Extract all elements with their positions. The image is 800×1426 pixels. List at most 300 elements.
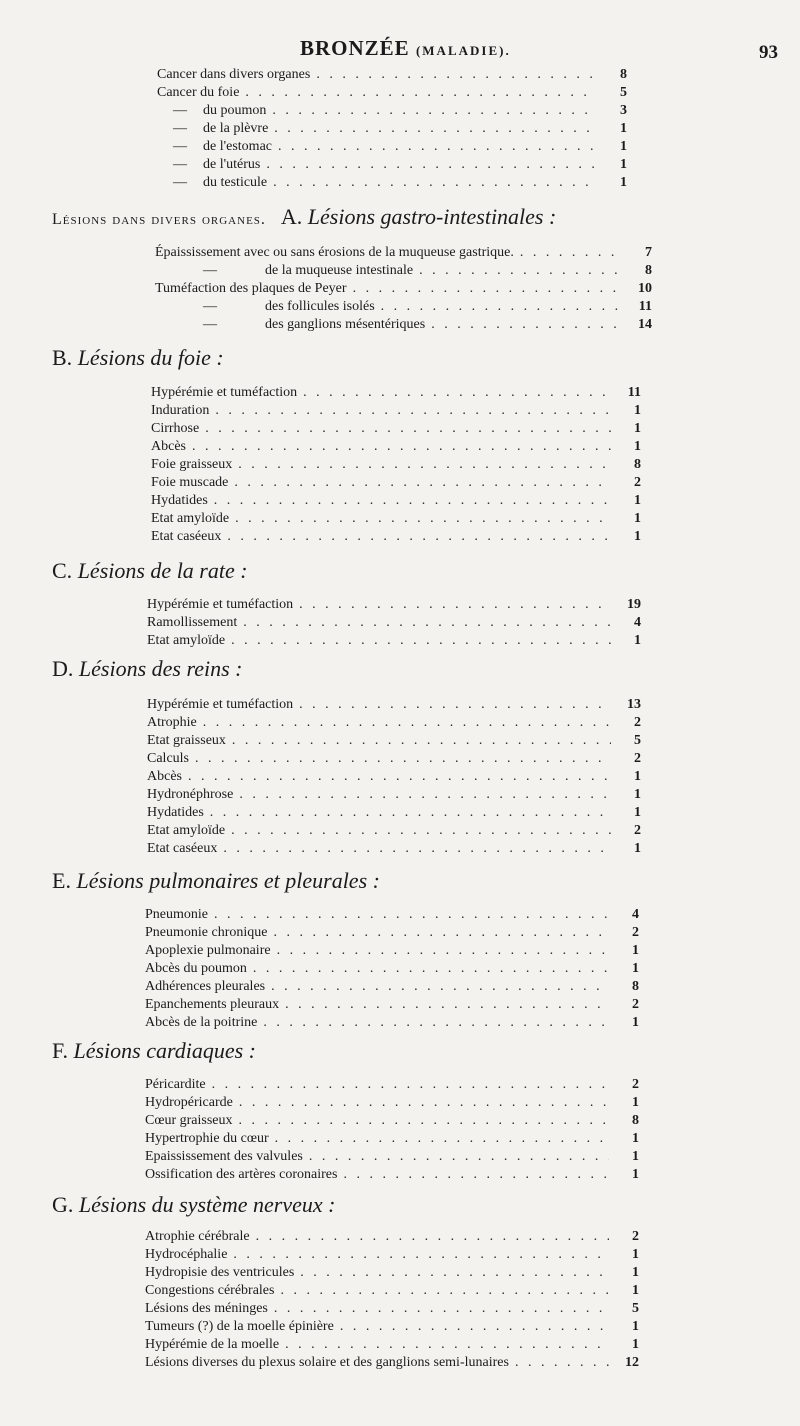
item-text: de la muqueuse intestinale	[265, 263, 414, 278]
list-item	[145, 1112, 639, 1130]
item-count: 1	[632, 961, 639, 976]
item-label	[145, 1300, 268, 1318]
list-item	[145, 1246, 639, 1264]
list-item	[145, 906, 639, 924]
list-item	[147, 768, 641, 786]
list-item	[157, 66, 627, 84]
item-count: 3	[620, 103, 627, 118]
list-item	[147, 596, 641, 614]
item-label	[151, 510, 229, 528]
leader-dots	[381, 298, 622, 316]
item-label	[157, 156, 260, 174]
item-label	[147, 596, 293, 614]
item-count: 2	[634, 715, 641, 730]
item-text: Etat amyloïde	[147, 633, 226, 648]
item-count: 4	[634, 615, 641, 630]
leader-dots	[278, 138, 597, 156]
item-label	[145, 978, 265, 996]
leader-dots	[239, 1094, 609, 1112]
item-count: 1	[620, 121, 627, 136]
list-item	[147, 732, 641, 750]
item-count: 1	[634, 787, 641, 802]
list-item	[151, 420, 641, 438]
list-item	[145, 1264, 639, 1282]
item-label	[155, 280, 347, 298]
item-text: Tuméfaction des plaques de Peyer	[155, 281, 347, 296]
item-text: Atrophie	[147, 715, 197, 730]
leader-dots	[275, 1130, 609, 1148]
leader-dots	[299, 596, 611, 614]
section-list	[151, 384, 641, 546]
list-item	[157, 84, 627, 102]
item-count: 1	[634, 421, 641, 436]
item-text: Etat caséeux	[147, 841, 218, 856]
section-list	[147, 696, 641, 858]
section-name: Lésions de la rate :	[77, 558, 248, 583]
list-item	[151, 528, 641, 546]
item-count: 1	[632, 1283, 639, 1298]
item-label	[145, 996, 279, 1014]
item-count: 2	[632, 925, 639, 940]
ditto-mark: —	[203, 263, 217, 278]
leader-dots	[431, 316, 622, 334]
item-text: Hypérémie de la moelle	[145, 1337, 280, 1352]
list-item	[155, 298, 652, 316]
leader-dots	[227, 528, 611, 546]
list-item	[147, 840, 641, 858]
section-letter: C.	[52, 558, 73, 583]
list-item	[155, 262, 652, 280]
ditto-mark: —	[203, 317, 217, 332]
leader-dots	[274, 1300, 609, 1318]
section-title	[52, 868, 380, 894]
leader-dots	[353, 280, 622, 298]
list-item	[145, 996, 639, 1014]
leader-dots	[277, 942, 609, 960]
item-text: Péricardite	[145, 1077, 206, 1092]
item-text: Etat caséeux	[151, 529, 222, 544]
item-count: 11	[638, 299, 652, 314]
lesions-heading	[52, 204, 556, 230]
list-item	[157, 138, 627, 156]
item-text: Hydatides	[151, 493, 208, 508]
leader-dots	[256, 1228, 609, 1246]
item-label	[147, 840, 217, 858]
list-item	[147, 632, 641, 650]
section-letter: G.	[52, 1192, 74, 1217]
section-name: Lésions du foie :	[77, 345, 224, 370]
item-count: 13	[627, 697, 641, 712]
item-label	[155, 298, 375, 316]
list-item	[145, 1336, 639, 1354]
section-a-name: Lésions gastro-intestinales :	[307, 204, 557, 229]
item-count: 19	[627, 597, 641, 612]
item-count: 14	[638, 317, 652, 332]
item-text: Hypertrophie du cœur	[145, 1131, 269, 1146]
item-count: 2	[634, 823, 641, 838]
section-name: Lésions pulmonaires et pleurales :	[76, 868, 380, 893]
item-text: Atrophie cérébrale	[145, 1229, 250, 1244]
item-label	[145, 1264, 294, 1282]
leader-dots	[214, 492, 611, 510]
list-item	[151, 384, 641, 402]
list-item	[147, 804, 641, 822]
leader-dots	[253, 960, 609, 978]
item-text: Epaississement des valvules	[145, 1149, 303, 1164]
section-title	[52, 1038, 256, 1064]
section-title	[52, 558, 248, 584]
item-label	[157, 138, 272, 156]
item-label	[157, 66, 310, 84]
item-label	[145, 924, 267, 942]
section-letter: B.	[52, 345, 73, 370]
leader-dots	[266, 156, 597, 174]
item-label	[147, 714, 197, 732]
item-text: Hypérémie et tuméfaction	[151, 385, 298, 400]
item-text: Apoplexie pulmonaire	[145, 943, 271, 958]
item-text: Calculs	[147, 751, 189, 766]
list-item	[145, 1076, 639, 1094]
item-text: Hydropisie des ventricules	[145, 1265, 295, 1280]
item-text: Cœur graisseux	[145, 1113, 233, 1128]
list-item	[147, 750, 641, 768]
section-letter: D.	[52, 656, 74, 681]
item-label	[145, 1094, 233, 1112]
item-text: Etat amyloïde	[147, 823, 226, 838]
item-text: Hydronéphrose	[147, 787, 234, 802]
item-count: 1	[620, 175, 627, 190]
item-count: 1	[632, 1149, 639, 1164]
section-title	[52, 345, 224, 371]
list-item	[145, 1014, 639, 1032]
item-label	[145, 1076, 206, 1094]
leader-dots	[263, 1014, 609, 1032]
leader-dots	[203, 714, 611, 732]
leader-dots	[299, 696, 611, 714]
item-label	[145, 942, 271, 960]
list-item	[145, 1282, 639, 1300]
leader-dots	[243, 614, 611, 632]
item-count: 2	[632, 1229, 639, 1244]
item-text: Induration	[151, 403, 210, 418]
item-text: Cancer du foie	[157, 85, 240, 100]
item-label	[145, 1228, 250, 1246]
item-count: 1	[634, 493, 641, 508]
item-label	[145, 1166, 337, 1184]
item-text: Hydatides	[147, 805, 204, 820]
item-count: 2	[632, 1077, 639, 1092]
list-item	[157, 102, 627, 120]
leader-dots	[419, 262, 622, 280]
item-label	[145, 1246, 227, 1264]
leader-dots	[234, 474, 611, 492]
list-item	[145, 942, 639, 960]
ditto-mark: —	[173, 121, 187, 136]
section-name: Lésions du système nerveux :	[78, 1192, 336, 1217]
page-header	[0, 30, 800, 64]
item-count: 1	[632, 1337, 639, 1352]
item-label	[145, 1014, 257, 1032]
item-count: 8	[634, 457, 641, 472]
leader-dots	[309, 1148, 609, 1166]
item-count: 7	[645, 245, 652, 260]
leader-dots	[272, 102, 597, 120]
running-title-paren: (MALADIE).	[415, 43, 511, 58]
item-label	[145, 1282, 274, 1300]
item-text: Foie graisseux	[151, 457, 233, 472]
item-count: 1	[634, 841, 641, 856]
list-item	[157, 120, 627, 138]
item-count: 5	[620, 85, 627, 100]
item-text: de l'utérus	[203, 157, 261, 172]
section-title	[52, 1192, 336, 1218]
ditto-mark: —	[173, 139, 187, 154]
list-item	[145, 960, 639, 978]
item-label	[151, 456, 232, 474]
leader-dots	[285, 996, 609, 1014]
leader-dots	[188, 768, 611, 786]
item-count: 8	[620, 67, 627, 82]
list-item	[145, 1130, 639, 1148]
leader-dots	[520, 244, 622, 262]
item-count: 1	[632, 1015, 639, 1030]
list-item	[151, 510, 641, 528]
leader-dots	[235, 510, 611, 528]
section-letter: F.	[52, 1038, 68, 1063]
item-text: Congestions cérébrales	[145, 1283, 275, 1298]
item-count: 1	[634, 529, 641, 544]
item-count: 1	[634, 403, 641, 418]
item-label	[151, 402, 209, 420]
list-item	[145, 924, 639, 942]
leader-dots	[285, 1336, 609, 1354]
section-list	[147, 596, 641, 650]
running-title	[300, 36, 511, 61]
leader-dots	[231, 632, 611, 650]
leader-dots	[274, 120, 597, 138]
item-count: 2	[634, 751, 641, 766]
item-label	[157, 174, 267, 192]
leader-dots	[195, 750, 611, 768]
item-count: 1	[632, 943, 639, 958]
item-text: des ganglions mésentériques	[265, 317, 426, 332]
item-text: Cancer dans divers organes	[157, 67, 311, 82]
page-number: 93	[759, 42, 778, 63]
item-count: 1	[632, 1095, 639, 1110]
item-label	[145, 1318, 334, 1336]
item-label	[145, 1148, 303, 1166]
item-text: Ossification des artères coronaires	[145, 1167, 338, 1182]
running-title-main: BRONZÉE	[300, 36, 410, 60]
item-label	[147, 768, 182, 786]
section-list	[145, 1228, 639, 1372]
list-item	[151, 492, 641, 510]
item-text: Abcès du poumon	[145, 961, 247, 976]
item-count: 1	[620, 139, 627, 154]
item-text: de l'estomac	[203, 139, 272, 154]
item-text: de la plèvre	[203, 121, 269, 136]
leader-dots	[271, 978, 609, 996]
item-count: 2	[634, 475, 641, 490]
item-count: 5	[634, 733, 641, 748]
item-count: 2	[632, 997, 639, 1012]
item-count: 8	[645, 263, 652, 278]
item-label	[145, 1112, 233, 1130]
item-count: 1	[634, 633, 641, 648]
leader-dots	[232, 732, 611, 750]
ditto-mark: —	[203, 299, 217, 314]
leader-dots	[205, 420, 611, 438]
list-item	[147, 614, 641, 632]
list-item	[147, 786, 641, 804]
item-text: des follicules isolés	[265, 299, 375, 314]
item-text: Épaississement avec ou sans érosions de la muqueuse gastrique.	[155, 245, 514, 260]
item-text: Abcès	[151, 439, 186, 454]
item-text: du testicule	[203, 175, 268, 190]
item-text: Hydropéricarde	[145, 1095, 233, 1110]
item-text: Pneumonie chronique	[145, 925, 268, 940]
list-item	[151, 402, 641, 420]
leader-dots	[192, 438, 611, 456]
item-count: 1	[634, 439, 641, 454]
leader-dots	[212, 1076, 609, 1094]
item-text: Ramollissement	[147, 615, 238, 630]
section-letter: E.	[52, 868, 71, 893]
section-a-letter: A.	[280, 204, 303, 229]
item-count: 5	[632, 1301, 639, 1316]
item-text: Adhérences pleurales	[145, 979, 266, 994]
ditto-mark: —	[173, 175, 187, 190]
item-label	[151, 528, 221, 546]
item-label	[145, 906, 208, 924]
section-title	[52, 656, 242, 682]
leader-dots	[214, 906, 609, 924]
item-count: 1	[632, 1167, 639, 1182]
leader-dots	[239, 1112, 610, 1130]
item-count: 11	[627, 385, 641, 400]
list-item	[151, 456, 641, 474]
leader-dots	[316, 66, 597, 84]
list-item	[155, 316, 652, 334]
list-item	[145, 1354, 639, 1372]
section-a-title	[270, 204, 556, 229]
leader-dots	[273, 924, 609, 942]
leader-dots	[223, 840, 611, 858]
item-label	[147, 732, 226, 750]
item-count: 8	[632, 979, 639, 994]
leader-dots	[231, 822, 611, 840]
leader-dots	[340, 1318, 609, 1336]
item-label	[147, 614, 237, 632]
item-text: du poumon	[203, 103, 267, 118]
item-count: 1	[632, 1265, 639, 1280]
item-text: Pneumonie	[145, 907, 208, 922]
item-count: 1	[632, 1319, 639, 1334]
item-label	[147, 822, 225, 840]
item-label	[145, 1130, 269, 1148]
leader-dots	[515, 1354, 609, 1372]
item-label	[155, 316, 425, 334]
section-list	[145, 906, 639, 1032]
section-name: Lésions des reins :	[78, 656, 243, 681]
item-text: Hydrocéphalie	[145, 1247, 228, 1262]
leader-dots	[215, 402, 611, 420]
item-count: 1	[632, 1247, 639, 1262]
list-item	[145, 1300, 639, 1318]
section-list	[155, 244, 652, 334]
item-text: Abcès de la poitrine	[145, 1015, 258, 1030]
item-text: Hypérémie et tuméfaction	[147, 597, 294, 612]
item-label	[151, 474, 228, 492]
item-count: 1	[620, 157, 627, 172]
item-text: Lésions diverses du plexus solaire et des ganglions semi-lunaires	[145, 1355, 509, 1370]
item-count: 12	[625, 1355, 639, 1370]
item-label	[147, 750, 189, 768]
item-label	[145, 1354, 509, 1372]
item-count: 1	[634, 769, 641, 784]
ditto-mark: —	[173, 157, 187, 172]
list-item	[145, 1228, 639, 1246]
item-label	[155, 244, 514, 262]
item-text: Epanchements pleuraux	[145, 997, 280, 1012]
item-label	[147, 632, 225, 650]
leader-dots	[233, 1246, 609, 1264]
item-count: 8	[632, 1113, 639, 1128]
item-label	[145, 1336, 279, 1354]
list-item	[147, 714, 641, 732]
item-text: Foie muscade	[151, 475, 229, 490]
item-label	[157, 120, 268, 138]
item-label	[147, 786, 233, 804]
list-item	[157, 174, 627, 192]
leader-dots	[245, 84, 597, 102]
item-text: Tumeurs (?) de la moelle épinière	[145, 1319, 334, 1334]
list-item	[155, 280, 652, 298]
list-item	[151, 438, 641, 456]
list-item	[155, 244, 652, 262]
item-label	[157, 84, 239, 102]
item-count: 4	[632, 907, 639, 922]
item-text: Abcès	[147, 769, 182, 784]
leader-dots	[280, 1282, 609, 1300]
list-item	[145, 1094, 639, 1112]
leader-dots	[210, 804, 611, 822]
list-item	[147, 696, 641, 714]
list-item	[151, 474, 641, 492]
item-label	[145, 960, 247, 978]
section-list	[145, 1076, 639, 1184]
list-item	[145, 1166, 639, 1184]
item-label	[151, 438, 186, 456]
item-count: 10	[638, 281, 652, 296]
item-count: 1	[632, 1131, 639, 1146]
list-item	[157, 156, 627, 174]
item-text: Cirrhose	[151, 421, 200, 436]
item-text: Etat graisseux	[147, 733, 226, 748]
leader-dots	[273, 174, 597, 192]
item-label	[151, 420, 199, 438]
ditto-mark: —	[173, 103, 187, 118]
item-count: 1	[634, 511, 641, 526]
item-label	[151, 384, 297, 402]
list-item	[145, 978, 639, 996]
item-label	[147, 696, 293, 714]
lesions-heading-caption: Lésions dans divers organes.	[52, 211, 266, 228]
section-name: Lésions cardiaques :	[73, 1038, 256, 1063]
leader-dots	[239, 786, 611, 804]
leader-dots	[300, 1264, 609, 1282]
list-item	[145, 1148, 639, 1166]
